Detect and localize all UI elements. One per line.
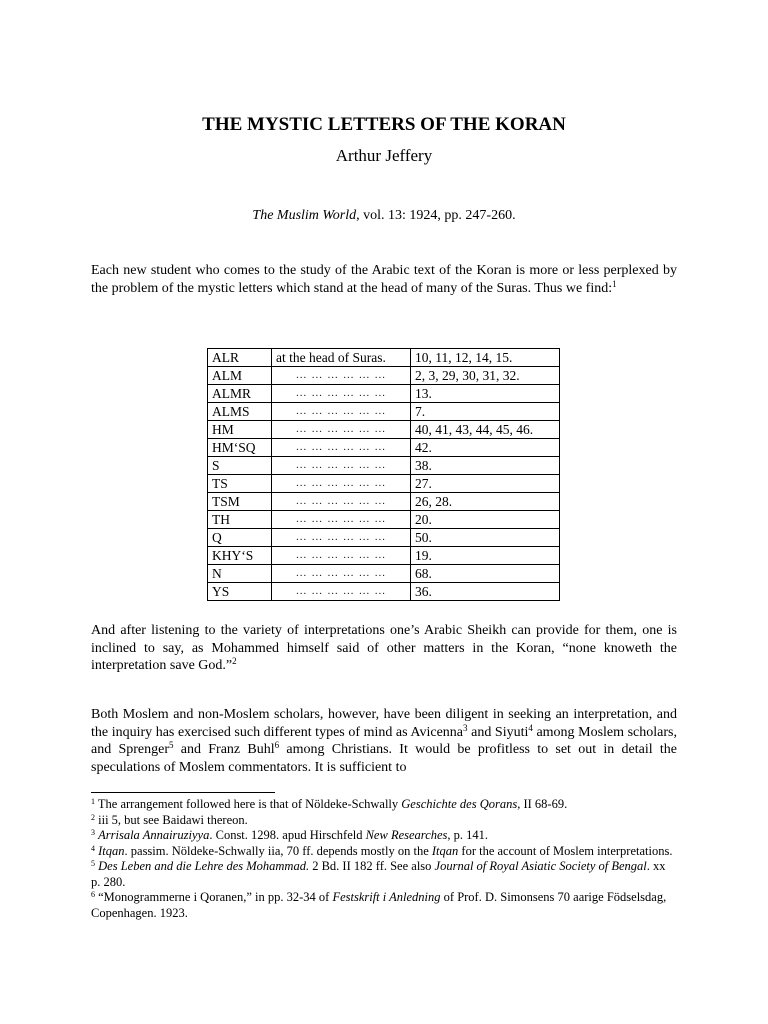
suras-cell: 13. xyxy=(411,385,560,403)
footnote-2 xyxy=(91,813,677,829)
footnote-separator xyxy=(91,792,275,793)
table-row xyxy=(208,349,560,367)
paragraph-3 xyxy=(91,706,677,776)
suras-cell: 40, 41, 43, 44, 45, 46. xyxy=(411,421,560,439)
intro-text: Each new student who comes to the study of the Arabic text of the Koran is more or less perplexed by the problem of the mystic letters which stand at the head of many of the Suras. Thus we find: xyxy=(91,263,677,296)
footnote-5 xyxy=(91,859,677,890)
document-title: THE MYSTIC LETTERS OF THE KORAN xyxy=(202,114,566,135)
table-row xyxy=(208,367,560,385)
footnote-number: 5 xyxy=(91,859,95,868)
footnote-text: 2 Bd. II 182 ff. See also xyxy=(309,859,435,873)
suras-cell: 26, 28. xyxy=(411,493,560,511)
footnote-italic: Itqan xyxy=(431,843,459,858)
letters-cell: ALMR xyxy=(208,385,272,403)
suras-cell: 20. xyxy=(411,511,560,529)
citation-journal: The Muslim World xyxy=(252,208,357,223)
table-row xyxy=(208,457,560,475)
footnote-ref-4: 4 xyxy=(528,722,533,733)
footnote-italic: Des Leben and die Lehre des Mohammad. xyxy=(98,859,310,873)
footnote-ref-2: 2 xyxy=(232,656,237,667)
paragraph-3-text-b: and Siyuti xyxy=(467,724,529,740)
footnote-text: iii 5, but see Baidawi thereon. xyxy=(98,812,248,827)
position-cell: … … … … … … xyxy=(272,529,411,547)
table-row xyxy=(208,421,560,439)
table-row xyxy=(208,583,560,601)
footnote-italic: New Researches xyxy=(365,828,448,842)
position-cell: … … … … … … xyxy=(272,493,411,511)
footnote-3 xyxy=(91,828,677,844)
footnote-number: 6 xyxy=(91,890,95,899)
position-cell: … … … … … … xyxy=(272,547,411,565)
table-row xyxy=(208,403,560,421)
letters-cell: ALMS xyxy=(208,403,272,421)
position-cell: … … … … … … xyxy=(272,385,411,403)
table-row xyxy=(208,439,560,457)
footnote-4 xyxy=(91,844,677,860)
footnote-italic: Festskrift i Anledning xyxy=(332,890,441,904)
suras-cell: 42. xyxy=(411,439,560,457)
letters-cell: TSM xyxy=(208,493,272,511)
footnote-number: 3 xyxy=(91,828,95,837)
letters-cell: YS xyxy=(208,583,272,601)
paragraph-3-text-e: among Christians. It would be profitless to set out in detail the speculations of Moslem commentators. It is sufficient to xyxy=(91,742,677,775)
suras-cell: 7. xyxy=(411,403,560,421)
footnote-italic: Itqan xyxy=(98,843,125,858)
position-cell: … … … … … … xyxy=(272,421,411,439)
intro-paragraph xyxy=(91,262,677,297)
paragraph-2-text: And after listening to the variety of interpretations one’s Arabic Sheikh can provide for them, one is inclined to say, as Mohammed himself said of other matters in the Koran, “none knoweth the interpretation save God.” xyxy=(91,623,677,674)
position-cell: … … … … … … xyxy=(272,475,411,493)
table-row xyxy=(208,565,560,583)
footnote-ref-3: 3 xyxy=(463,722,468,733)
suras-cell: 68. xyxy=(411,565,560,583)
suras-cell: 10, 11, 12, 14, 15. xyxy=(411,349,560,367)
position-cell: … … … … … … xyxy=(272,439,411,457)
paragraph-2 xyxy=(91,622,677,675)
footnote-text: . passim. Nöldeke-Schwally iia, 70 ff. depends mostly on the xyxy=(124,843,432,858)
letters-cell: TS xyxy=(208,475,272,493)
footnote-number: 4 xyxy=(91,843,95,853)
letters-cell: HM xyxy=(208,421,272,439)
letters-cell: TH xyxy=(208,511,272,529)
footnote-ref-6: 6 xyxy=(274,740,280,751)
footnote-italic: Arrisala Annairuziyya xyxy=(98,828,210,842)
position-cell: … … … … … … xyxy=(272,583,411,601)
position-cell: … … … … … … xyxy=(272,565,411,583)
letters-cell: ALM xyxy=(208,367,272,385)
table-row xyxy=(208,493,560,511)
table-row xyxy=(208,547,560,565)
letters-cell: Q xyxy=(208,529,272,547)
footnote-number: 1 xyxy=(91,797,95,806)
footnote-1 xyxy=(91,797,677,813)
paragraph-3-text-c: among Moslem scholars, and Sprenger xyxy=(91,724,677,758)
table-row xyxy=(208,385,560,403)
paragraph-3-text-a: Both Moslem and non-Moslem scholars, however, have been diligent in seeking an interpretation, and the inquiry has exercised such different types of mind as Avicenna xyxy=(91,707,677,740)
table-row xyxy=(208,511,560,529)
footnote-text: . xx p. 280. xyxy=(91,859,666,889)
footnote-6 xyxy=(91,890,677,921)
suras-cell: 38. xyxy=(411,457,560,475)
suras-cell: 50. xyxy=(411,529,560,547)
author-name: Arthur Jeffery xyxy=(335,146,433,165)
citation xyxy=(91,207,677,225)
letters-cell: S xyxy=(208,457,272,475)
footnote-number: 2 xyxy=(91,812,95,822)
letters-cell: N xyxy=(208,565,272,583)
letters-cell: KHY‘S xyxy=(208,547,272,565)
position-cell: … … … … … … xyxy=(272,403,411,421)
letters-cell: ALR xyxy=(208,349,272,367)
position-cell: … … … … … … xyxy=(272,457,411,475)
mystic-letters-table xyxy=(207,348,560,601)
footnotes xyxy=(91,797,677,921)
footnote-ref-1: 1 xyxy=(612,278,617,289)
position-cell: at the head of Suras. xyxy=(272,349,411,367)
footnote-text: of Prof. D. Simonsens 70 aarige Födselsdag, Copenhagen. 1923. xyxy=(91,890,667,920)
footnote-text: The arrangement followed here is that of Nöldeke-Schwally xyxy=(97,797,402,811)
suras-cell: 36. xyxy=(411,583,560,601)
footnote-italic: Journal of Royal Asiatic Society of Bengal xyxy=(434,859,647,873)
footnote-text: , p. 141. xyxy=(447,828,489,842)
footnote-text: , II 68-69. xyxy=(517,797,568,811)
footnote-text: “Monogrammerne i Qoranen,” in pp. 32-34 of xyxy=(98,890,333,904)
footnote-ref-5: 5 xyxy=(169,740,174,751)
footnote-italic: Geschichte des Qorans xyxy=(401,797,518,811)
letters-cell: HM‘SQ xyxy=(208,439,272,457)
footnote-text: . Const. 1298. apud Hirschfeld xyxy=(209,828,366,842)
suras-cell: 2, 3, 29, 30, 31, 32. xyxy=(411,367,560,385)
paragraph-3-text-d: and Franz Buhl xyxy=(173,742,275,758)
citation-details: , vol. 13: 1924, pp. 247-260. xyxy=(356,208,516,223)
position-cell: … … … … … … xyxy=(272,367,411,385)
suras-cell: 27. xyxy=(411,475,560,493)
suras-cell: 19. xyxy=(411,547,560,565)
position-cell: … … … … … … xyxy=(272,511,411,529)
table-row xyxy=(208,529,560,547)
footnote-text: for the account of Moslem interpretations. xyxy=(458,843,673,858)
table-row xyxy=(208,475,560,493)
